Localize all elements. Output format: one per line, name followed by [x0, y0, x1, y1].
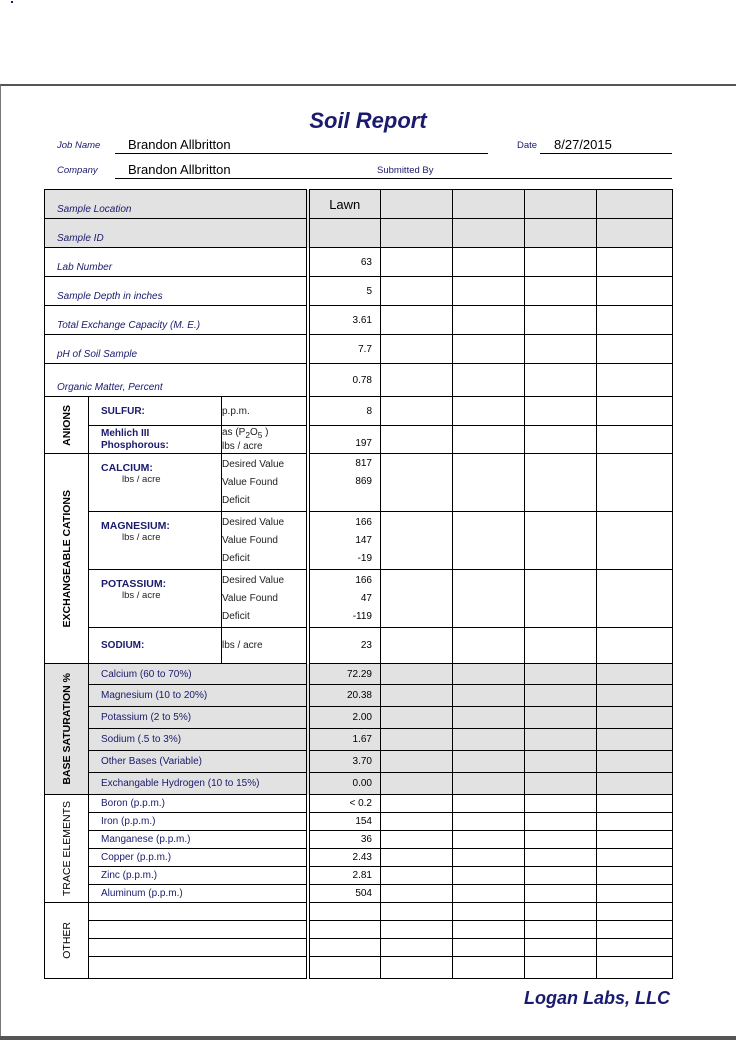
empty-cell: [525, 729, 597, 751]
empty-cell: [381, 849, 453, 867]
empty-cell: [525, 512, 597, 570]
date-label: Date: [517, 140, 538, 151]
row-bs-potassium: [45, 707, 673, 729]
empty-cell: [525, 454, 597, 512]
row-sample-depth: [45, 277, 673, 306]
potassium-desired-label: Desired Value: [222, 574, 285, 586]
row-zinc: [45, 867, 673, 885]
empty-cell: [453, 454, 525, 512]
empty-cell: [381, 795, 453, 813]
row-sodium: [45, 628, 673, 664]
empty-cell: [453, 277, 525, 306]
row-bs-other: [45, 751, 673, 773]
empty-cell: [308, 957, 381, 979]
manganese-label: Manganese (p.p.m.): [89, 831, 308, 849]
empty-cell: [453, 306, 525, 335]
sample-depth-label: Sample Depth in inches: [45, 277, 308, 306]
copper-value: 2.43: [308, 849, 381, 867]
calcium-found: 869: [355, 476, 372, 487]
empty-cell: [453, 831, 525, 849]
empty-cell: [597, 957, 673, 979]
organic-matter-value: 0.78: [308, 364, 381, 397]
empty-cell: [89, 454, 222, 512]
magnesium-found: 147: [355, 534, 372, 546]
empty-cell: [597, 685, 673, 707]
empty-cell: [597, 190, 673, 219]
sulfur-value: 8: [308, 397, 381, 426]
empty-cell: [381, 903, 453, 921]
row-other-4: [45, 957, 673, 979]
bs-magnesium-value: 20.38: [308, 685, 381, 707]
row-phosphorous: [45, 426, 673, 454]
phosphorous-unit-lbs: lbs / acre: [222, 440, 263, 452]
zinc-label: Zinc (p.p.m.): [89, 867, 308, 885]
empty-cell: [525, 707, 597, 729]
empty-cell: [89, 903, 308, 921]
empty-cell: [525, 664, 597, 685]
empty-cell: [89, 512, 222, 570]
empty-cell: [453, 364, 525, 397]
corner-dot: [11, 1, 13, 3]
empty-cell: [597, 751, 673, 773]
empty-cell: [525, 885, 597, 903]
empty-cell: [453, 707, 525, 729]
bottom-bar: [0, 1036, 736, 1040]
bs-sodium-label: Sodium (.5 to 3%): [89, 729, 308, 751]
row-magnesium: [45, 512, 673, 570]
empty-cell: [381, 397, 453, 426]
empty-cell: [453, 795, 525, 813]
row-bs-hydrogen: [45, 773, 673, 795]
empty-cell: [597, 867, 673, 885]
bs-hydrogen-value: 0.00: [308, 773, 381, 795]
ph-label: pH of Soil Sample: [45, 335, 308, 364]
empty-cell: [453, 729, 525, 751]
empty-cell: [525, 751, 597, 773]
row-copper: [45, 849, 673, 867]
sulfur-label: SULFUR:: [89, 397, 222, 426]
company-value: Brandon Allbritton: [128, 162, 231, 177]
calcium-label: CALCIUM:: [101, 462, 153, 474]
sample-id-label: Sample ID: [45, 219, 308, 248]
empty-cell: [525, 849, 597, 867]
zinc-value: 2.81: [308, 867, 381, 885]
aluminum-label: Aluminum (p.p.m.): [89, 885, 308, 903]
potassium-label: POTASSIUM:: [101, 578, 167, 590]
empty-cell: [597, 831, 673, 849]
row-lab-number: [45, 248, 673, 277]
copper-label: Copper (p.p.m.): [89, 849, 308, 867]
bs-calcium-label: Calcium (60 to 70%): [89, 664, 308, 685]
empty-cell: [308, 921, 381, 939]
bs-potassium-label: Potassium (2 to 5%): [89, 707, 308, 729]
empty-cell: [525, 306, 597, 335]
empty-cell: [453, 921, 525, 939]
exchange-capacity-value: 3.61: [308, 306, 381, 335]
aluminum-value: 504: [308, 885, 381, 903]
job-name-value: Brandon Allbritton: [128, 137, 231, 152]
lab-number-label: Lab Number: [45, 248, 308, 277]
empty-cell: [381, 190, 453, 219]
calcium-found-label: Value Found: [222, 476, 278, 488]
bs-magnesium-label: Magnesium (10 to 20%): [89, 685, 308, 707]
magnesium-deficit: -19: [357, 552, 372, 564]
empty-cell: [453, 190, 525, 219]
empty-cell: [525, 426, 597, 454]
empty-cell: [525, 685, 597, 707]
boron-value: < 0.2: [308, 795, 381, 813]
magnesium-desired-label: Desired Value: [222, 516, 285, 528]
row-bs-calcium: [45, 664, 673, 685]
empty-cell: [453, 939, 525, 957]
company-underline: [115, 178, 672, 179]
empty-cell: [525, 795, 597, 813]
row-organic-matter: [45, 364, 673, 397]
empty-cell: [597, 248, 673, 277]
empty-cell: [597, 397, 673, 426]
empty-cell: [222, 454, 308, 512]
empty-cell: [381, 831, 453, 849]
potassium-desired: 166: [355, 574, 372, 586]
empty-cell: [525, 831, 597, 849]
empty-cell: [381, 867, 453, 885]
row-other-1: [45, 903, 673, 921]
empty-cell: [453, 903, 525, 921]
empty-cell: [453, 685, 525, 707]
empty-cell: [597, 570, 673, 628]
calcium-deficit-label: Deficit: [222, 494, 250, 506]
ph-value: 7.7: [308, 335, 381, 364]
row-exchange-capacity: [45, 306, 673, 335]
row-aluminum: [45, 885, 673, 903]
empty-cell: [597, 885, 673, 903]
sodium-value: 23: [308, 628, 381, 664]
empty-cell: [89, 570, 222, 628]
trace-section: [45, 795, 89, 903]
row-other-2: [45, 921, 673, 939]
empty-cell: [597, 795, 673, 813]
empty-cell: [525, 248, 597, 277]
report-title: Soil Report: [309, 108, 427, 133]
empty-cell: [453, 751, 525, 773]
empty-cell: [381, 219, 453, 248]
empty-cell: [89, 921, 308, 939]
potassium-deficit-label: Deficit: [222, 610, 250, 622]
anions-section: [45, 397, 89, 454]
empty-cell: [525, 813, 597, 831]
empty-cell: [525, 867, 597, 885]
empty-cell: [453, 248, 525, 277]
empty-cell: [381, 628, 453, 664]
empty-cell: [453, 885, 525, 903]
exchange-capacity-label: Total Exchange Capacity (M. E.): [45, 306, 308, 335]
soil-data-table: [44, 189, 673, 979]
magnesium-unit: lbs / acre: [122, 532, 161, 543]
empty-cell: [381, 335, 453, 364]
sample-id-value: [308, 219, 381, 248]
empty-cell: [453, 773, 525, 795]
iron-label: Iron (p.p.m.): [89, 813, 308, 831]
empty-cell: [597, 426, 673, 454]
phosphorous-unit: [222, 426, 308, 454]
empty-cell: [525, 921, 597, 939]
empty-cell: [453, 397, 525, 426]
phosphorous-unit-p2o5: as ($P_2O_5$ ): [222, 426, 269, 440]
magnesium-found-label: Value Found: [222, 534, 278, 546]
sodium-label: SODIUM:: [89, 628, 222, 664]
calcium-desired-label: Desired Value: [222, 458, 285, 470]
lab-number-value: 63: [308, 248, 381, 277]
empty-cell: [381, 248, 453, 277]
empty-cell: [381, 664, 453, 685]
calcium-deficit: [310, 491, 373, 509]
row-sulfur: [45, 397, 673, 426]
bs-calcium-value: 72.29: [308, 664, 381, 685]
empty-cell: [381, 306, 453, 335]
row-sample-location: [45, 190, 673, 219]
empty-cell: [222, 512, 308, 570]
potassium-unit: lbs / acre: [122, 590, 161, 601]
empty-cell: [453, 628, 525, 664]
empty-cell: [525, 219, 597, 248]
empty-cell: [525, 628, 597, 664]
row-ph: [45, 335, 673, 364]
other-section-label: OTHER: [60, 922, 73, 959]
empty-cell: [89, 939, 308, 957]
empty-cell: [597, 219, 673, 248]
empty-cell: [453, 849, 525, 867]
boron-label: Boron (p.p.m.): [89, 795, 308, 813]
empty-cell: [308, 939, 381, 957]
empty-cell: [525, 277, 597, 306]
phosphorous-label-1: Mehlich III: [101, 427, 150, 439]
empty-cell: [597, 454, 673, 512]
row-manganese: [45, 831, 673, 849]
calcium-desired: 817: [355, 458, 372, 469]
phosphorous-value: 197: [308, 426, 381, 454]
magnesium-label: MAGNESIUM:: [101, 520, 170, 532]
empty-cell: [381, 921, 453, 939]
empty-cell: [597, 335, 673, 364]
empty-cell: [222, 570, 308, 628]
empty-cell: [381, 685, 453, 707]
empty-cell: [597, 773, 673, 795]
potassium-found-label: Value Found: [222, 592, 278, 604]
row-sample-id: [45, 219, 673, 248]
empty-cell: [308, 512, 381, 570]
manganese-value: 36: [308, 831, 381, 849]
empty-cell: [525, 773, 597, 795]
empty-cell: [381, 512, 453, 570]
cations-section-label: EXCHANGEABLE CATIONS: [60, 489, 73, 628]
empty-cell: [453, 219, 525, 248]
empty-cell: [525, 939, 597, 957]
empty-cell: [597, 628, 673, 664]
empty-cell: [381, 454, 453, 512]
empty-cell: [597, 939, 673, 957]
sample-location-value: Lawn: [308, 190, 381, 219]
row-bs-sodium: [45, 729, 673, 751]
empty-cell: [597, 306, 673, 335]
empty-cell: [597, 813, 673, 831]
empty-cell: [453, 426, 525, 454]
empty-cell: [381, 729, 453, 751]
empty-cell: [453, 512, 525, 570]
cations-section: [45, 454, 89, 664]
empty-cell: [453, 570, 525, 628]
empty-cell: [381, 364, 453, 397]
job-name-label: Job Name: [57, 140, 101, 151]
sample-depth-value: 5: [308, 277, 381, 306]
row-calcium: [45, 454, 673, 512]
empty-cell: [525, 570, 597, 628]
date-value: 8/27/2015: [554, 137, 612, 152]
row-bs-magnesium: [45, 685, 673, 707]
trace-section-label: TRACE ELEMENTS: [60, 800, 73, 897]
phosphorous-label-2: Phosphorous:: [101, 439, 169, 451]
bs-other-value: 3.70: [308, 751, 381, 773]
row-boron: [45, 795, 673, 813]
empty-cell: [525, 957, 597, 979]
empty-cell: [308, 903, 381, 921]
phosphorous-label: [89, 426, 222, 454]
bs-potassium-value: 2.00: [308, 707, 381, 729]
submitted-by-label: Submitted By: [377, 165, 434, 176]
empty-cell: [381, 707, 453, 729]
company-label: Company: [57, 165, 98, 176]
date-underline: [540, 153, 672, 154]
empty-cell: [308, 570, 381, 628]
organic-matter-label: Organic Matter, Percent: [45, 364, 308, 397]
empty-cell: [525, 397, 597, 426]
empty-cell: [525, 364, 597, 397]
row-iron: [45, 813, 673, 831]
empty-cell: [453, 664, 525, 685]
base-saturation-section: [45, 664, 89, 795]
empty-cell: [597, 903, 673, 921]
sodium-unit: lbs / acre: [222, 628, 308, 664]
magnesium-deficit-label: Deficit: [222, 552, 250, 564]
empty-cell: [525, 190, 597, 219]
empty-cell: [308, 454, 381, 512]
empty-cell: [597, 664, 673, 685]
empty-cell: [381, 813, 453, 831]
iron-value: 154: [308, 813, 381, 831]
base-saturation-section-label: BASE SATURATION %: [60, 673, 73, 785]
sample-location-label: Sample Location: [45, 190, 308, 219]
empty-cell: [597, 512, 673, 570]
job-name-underline: [115, 153, 488, 154]
empty-cell: [525, 903, 597, 921]
empty-cell: [597, 849, 673, 867]
potassium-deficit: -119: [352, 610, 372, 622]
empty-cell: [453, 335, 525, 364]
row-other-3: [45, 939, 673, 957]
empty-cell: [381, 773, 453, 795]
anions-section-label: ANIONS: [60, 404, 73, 446]
bs-hydrogen-label: Exchangable Hydrogen (10 to 15%): [89, 773, 308, 795]
empty-cell: [89, 957, 308, 979]
empty-cell: [597, 921, 673, 939]
empty-cell: [597, 364, 673, 397]
empty-cell: [381, 885, 453, 903]
empty-cell: [597, 707, 673, 729]
empty-cell: [381, 939, 453, 957]
lab-name-footer: Logan Labs, LLC: [524, 988, 670, 1008]
empty-cell: [597, 729, 673, 751]
empty-cell: [381, 426, 453, 454]
empty-cell: [381, 751, 453, 773]
empty-cell: [453, 867, 525, 885]
row-potassium: [45, 570, 673, 628]
empty-cell: [381, 277, 453, 306]
magnesium-desired: 166: [355, 516, 372, 528]
empty-cell: [597, 277, 673, 306]
calcium-unit: lbs / acre: [122, 474, 161, 485]
potassium-found: 47: [360, 592, 372, 604]
empty-cell: [525, 335, 597, 364]
empty-cell: [381, 570, 453, 628]
bs-other-label: Other Bases (Variable): [89, 751, 308, 773]
empty-cell: [453, 957, 525, 979]
bs-sodium-value: 1.67: [308, 729, 381, 751]
other-section: [45, 903, 89, 979]
empty-cell: [453, 813, 525, 831]
empty-cell: [381, 957, 453, 979]
sulfur-unit: p.p.m.: [222, 397, 308, 426]
